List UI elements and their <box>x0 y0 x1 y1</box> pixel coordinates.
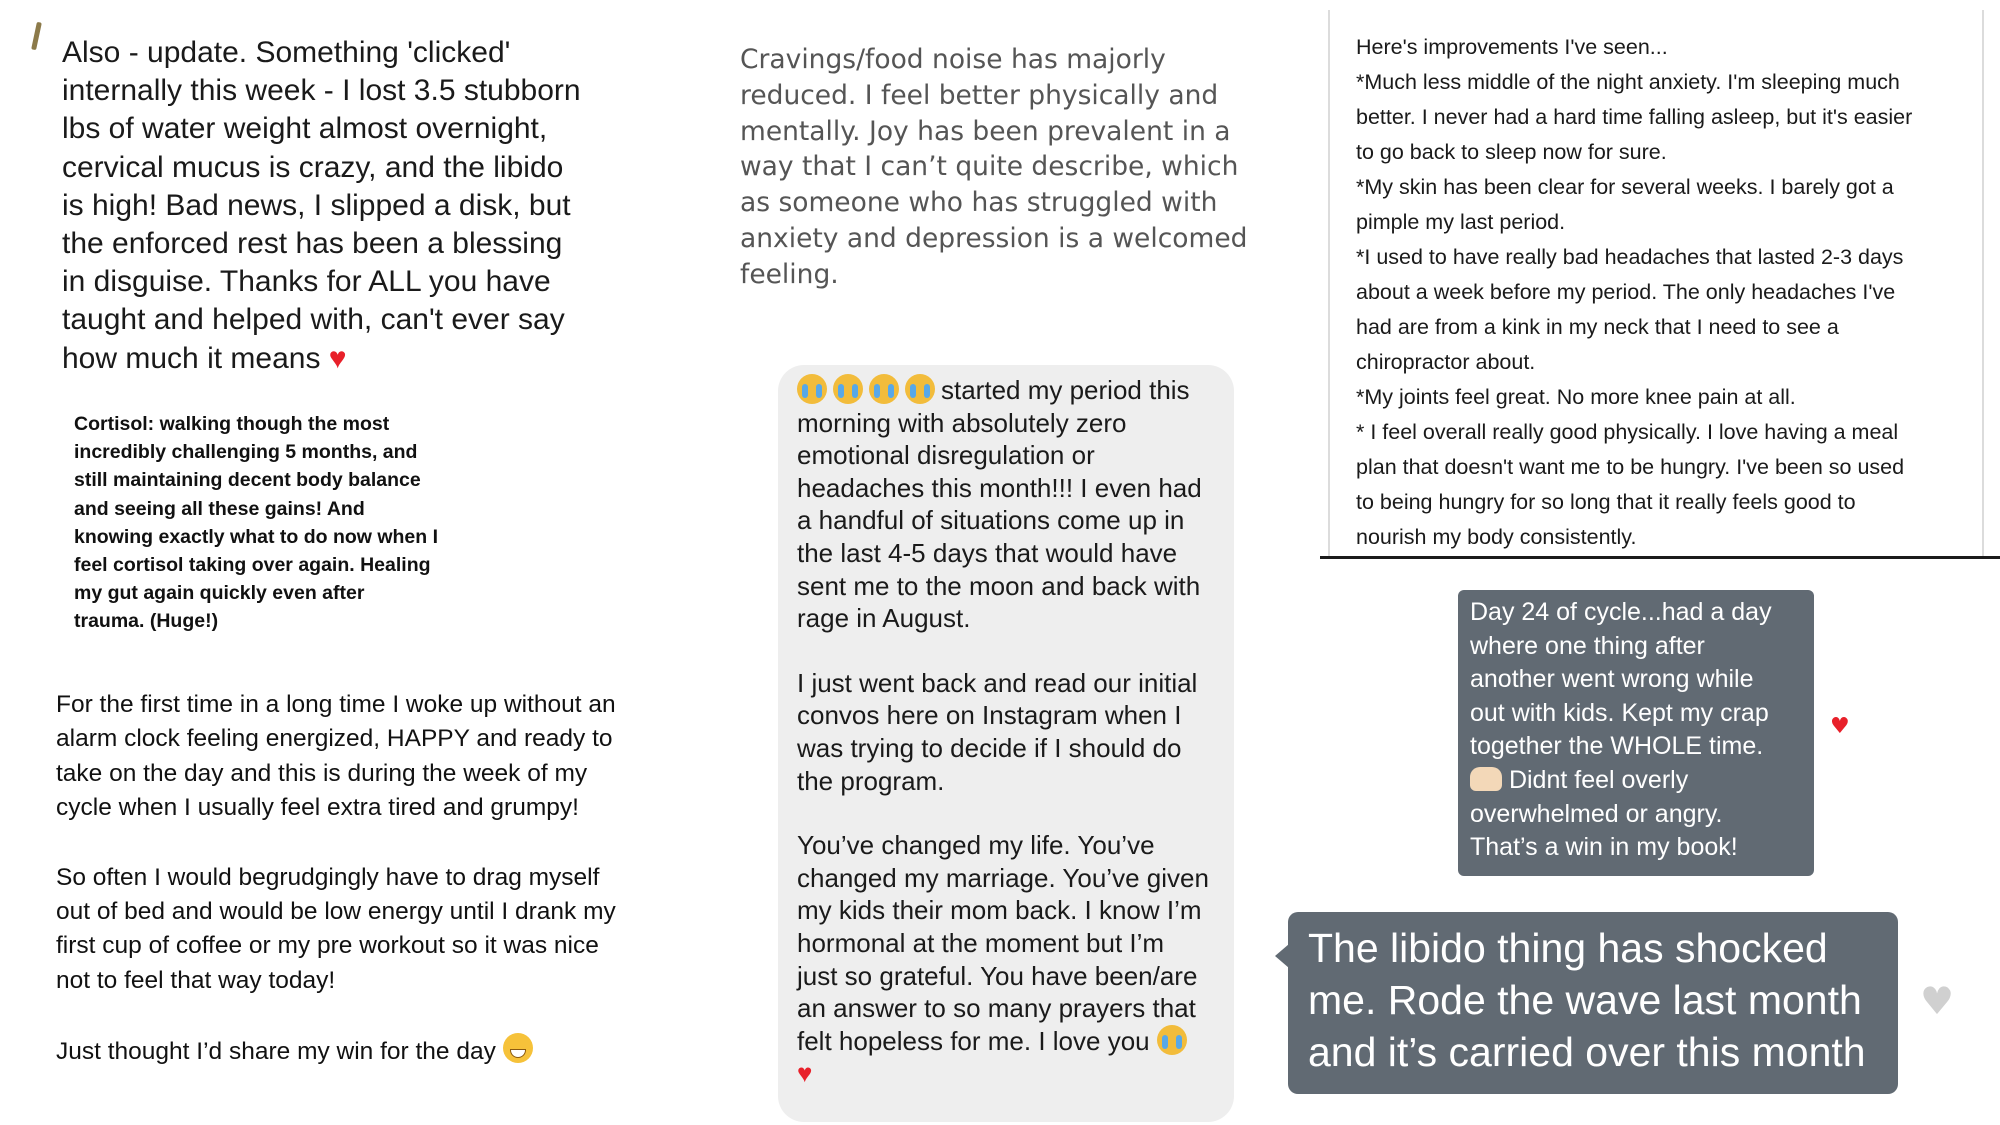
testimonial-improvements-text: Here's improvements I've seen... *Much less middle of the night anxiety. I'm sleeping much better. I never had a hard time falling asleep, but it's easier to go back to sleep now for sure. *My skin has been clear for several weeks. I barely got a pimple my last period. *I used to have really bad headaches that lasted 2-3 days about a week before my period. The only headaches I've had are from a kink in my neck that I need to see a chiropractor about. *My joints feel great. No more knee pain at all. * I feel overall really good physically. I love having a meal plan that doesn't want me to be hungry. I've been so used to being hungry for so long that it really feels good to nourish my body consistently. <box>1356 35 1913 549</box>
testimonial-libido-text: Also - update. Something 'clicked' internally this week - I lost 3.5 stubborn lbs of water weight almost overnight, cervical mucus is crazy, and the libido is high! Bad news, I slipped a disk, but the enforced rest has been a blessing in disguise. Thanks for ALL you have taught and helped with, can't ever say how much it means <box>62 36 581 375</box>
crying-face-icon <box>797 374 827 404</box>
message-bubble-libido-content <box>1308 922 1898 1078</box>
testimonial-woke-para3: Just thought I’d share my win for the day <box>56 1038 503 1066</box>
crying-face-icon <box>833 374 863 404</box>
testimonial-cortisol <box>74 410 474 636</box>
period-para2: I just went back and read our initial convos here on Instagram when I was trying to decide if I should do the program. <box>797 667 1198 796</box>
testimonial-cravings <box>740 42 1260 293</box>
like-heart-icon[interactable]: ♥ <box>1920 979 1955 1023</box>
message-bubble-period-content <box>797 374 1227 1090</box>
bubble-tail <box>1275 944 1289 968</box>
corner-mark <box>31 22 42 50</box>
crying-face-icon <box>869 374 899 404</box>
panel-right-border <box>1982 10 1984 558</box>
testimonial-cravings-text: Cravings/food noise has majorly reduced. I feel better physically and mentally. Joy has been prevalent in a way that I can’t quite describe, which as someone who has struggled with anxiety and depression is a welcomed feeling. <box>740 44 1248 290</box>
message-bubble-day24-content <box>1470 596 1810 865</box>
testimonial-cortisol-text: Cortisol: walking though the most incredibly challenging 5 months, and still maintaining decent body balance and seeing all these gains! And knowing exactly what to do now when I feel cortisol taking over again. Healing my gut again quickly even after trauma. (Huge!) <box>74 413 439 633</box>
testimonial-woke-para1: For the first time in a long time I woke up without an alarm clock feeling energized, HAPPY and ready to take on the day and this is during the week of my cycle when I usually feel extra tired and grumpy! <box>56 691 616 822</box>
heart-icon: ♥ <box>328 341 347 375</box>
panel-bottom-rule <box>1320 556 2000 559</box>
grinning-face-icon <box>503 1033 533 1063</box>
heart-icon: ♥ <box>797 1058 813 1089</box>
raised-hands-icon <box>1470 767 1502 791</box>
day24-text-part1: Day 24 of cycle...had a day where one thing after another went wrong while out with kids. Kept my crap together the WHOLE time. <box>1470 598 1772 761</box>
day24-text-part2: Didnt feel overly overwhelmed or angry. That’s a win in my book! <box>1470 765 1738 862</box>
testimonial-woke-energized <box>56 688 696 1070</box>
testimonial-woke-para2: So often I would begrudgingly have to drag myself out of bed and would be low energy until I drank my first cup of coffee or my pre workout so it was nice not to feel that way today! <box>56 863 616 994</box>
period-para1: started my period this morning with absolutely zero emotional disregulation or headaches this month!!! I even had a handful of situations come up in the last 4-5 days that would have sent me to the moon and back with rage in August. <box>797 375 1202 634</box>
period-para3: You’ve changed my life. You’ve changed my marriage. You’ve given my kids their mom back. I know I’m hormonal at the moment but I’m just so grateful. You have been/are an answer to so many prayers that felt hopeless for me. I love you <box>797 830 1209 1056</box>
testimonial-improvements <box>1356 30 1956 555</box>
testimonial-libido-update <box>62 34 642 378</box>
crying-face-icon <box>1157 1025 1187 1055</box>
crying-face-icon <box>905 374 935 404</box>
libido-text: The libido thing has shocked me. Rode the wave last month and it’s carried over this month <box>1308 925 1866 1075</box>
heart-reaction-icon[interactable]: ♥ <box>1830 714 1850 739</box>
panel-left-border <box>1328 10 1330 558</box>
